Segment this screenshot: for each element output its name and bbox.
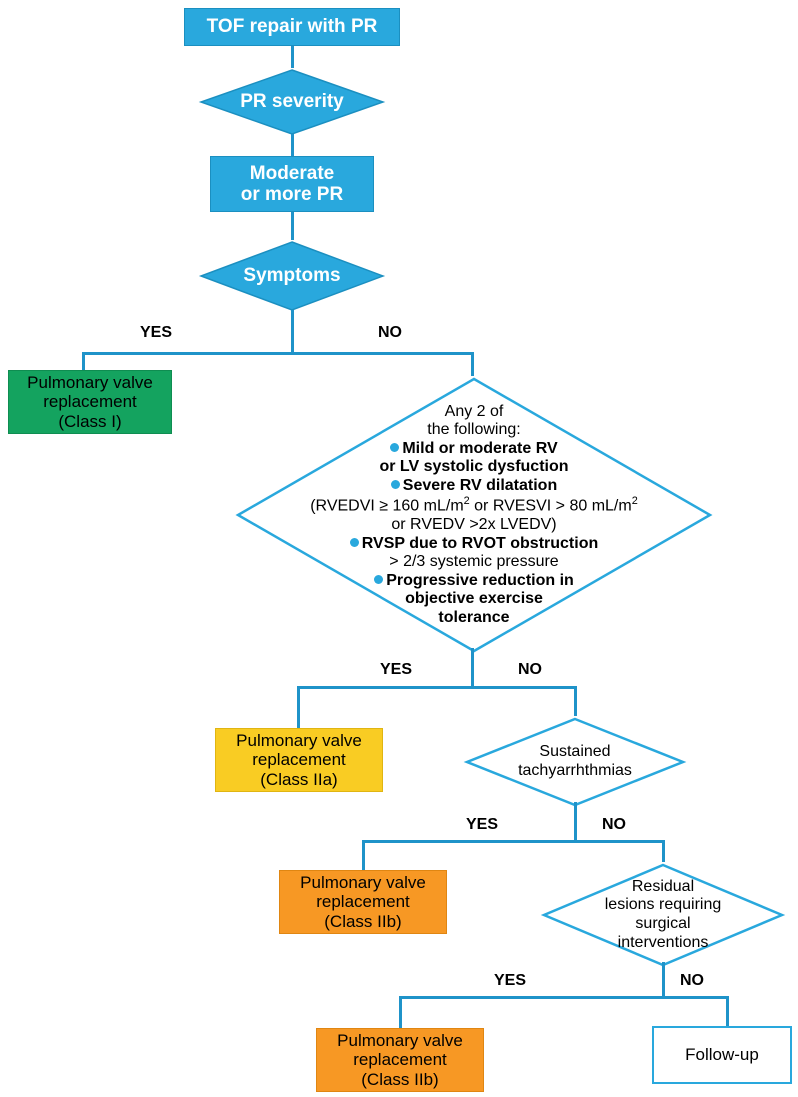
connector-symptoms-no-down (471, 352, 474, 376)
node-criteria-any-2 (235, 376, 713, 654)
branch-label-symptoms-no: NO (378, 324, 402, 341)
node-label-line1: Sustained (539, 743, 611, 761)
connector-residual-stem (662, 962, 665, 998)
node-moderate-or-more-pr (210, 156, 374, 212)
connector-residual-horizontal (399, 996, 729, 999)
node-pr-severity (199, 68, 385, 136)
node-pvr-class-iib-first (279, 870, 447, 934)
criteria-item-1-line2: or LV systolic dysfuction (379, 458, 569, 476)
branch-label-residual-no: NO (680, 972, 704, 989)
connector-pr-severity-to-moderate (291, 134, 294, 156)
node-label: TOF repair with PR (206, 16, 378, 38)
node-pvr-class-i (8, 370, 172, 434)
criteria-item-2-line3: or RVEDV >2x LVEDV) (391, 516, 557, 534)
node-pvr-class-iib-second (316, 1028, 484, 1092)
node-label-line2: or more PR (240, 184, 344, 205)
criteria-item-1-line1: Mild or moderate RV (249, 440, 699, 459)
node-label-line1: Pulmonary valve (236, 731, 362, 751)
branch-label-tachy-no: NO (602, 816, 626, 833)
criteria-item-3-line2: > 2/3 systemic pressure (389, 553, 559, 571)
node-label-line3: (Class I) (58, 411, 122, 431)
connector-tachy-no-down (662, 840, 665, 862)
node-label-line1: Pulmonary valve (27, 373, 153, 393)
node-label-line3: surgical (635, 915, 691, 932)
node-tof-repair-with-pr (184, 8, 400, 46)
connector-criteria-no-down (574, 686, 577, 716)
node-label-line1: Pulmonary valve (300, 873, 426, 893)
connector-criteria-horizontal (297, 686, 577, 689)
connector-moderate-to-symptoms (291, 212, 294, 240)
connector-start-to-pr-severity (291, 46, 294, 68)
connector-criteria-yes-down (297, 686, 300, 728)
node-label-line1: Residual (631, 877, 695, 895)
branch-label-tachy-yes: YES (466, 816, 499, 833)
node-label-line2: replacement (252, 750, 346, 770)
node-label-line2: tachyarrhthmias (518, 762, 632, 779)
node-label-line1: Moderate (249, 162, 335, 184)
criteria-item-4-line3: tolerance (438, 608, 510, 626)
connector-symptoms-stem (291, 310, 294, 354)
connector-criteria-stem (471, 648, 474, 688)
connector-tachy-stem (574, 802, 577, 842)
branch-label-criteria-no: NO (518, 661, 542, 678)
branch-label-criteria-yes: YES (380, 661, 413, 678)
node-sustained-tachyarrhythmias (464, 716, 686, 808)
node-label: Symptoms (243, 265, 341, 287)
node-label-line4: interventions (617, 933, 709, 951)
branch-label-symptoms-yes: YES (140, 324, 173, 341)
connector-residual-no-down (726, 996, 729, 1026)
node-label: PR severity (240, 91, 344, 113)
node-label: Follow-up (685, 1045, 759, 1065)
node-residual-lesions (541, 862, 785, 968)
criteria-heading-line1: Any 2 of (444, 402, 504, 420)
criteria-heading-line2: the following: (427, 421, 521, 439)
connector-tachy-yes-down (362, 840, 365, 870)
connector-symptoms-horizontal (82, 352, 474, 355)
node-label-line1: Pulmonary valve (337, 1031, 463, 1051)
criteria-item-2-line2: (RVEDVI ≥ 160 $mL/m^2$ or RVESVI > 80 $mL/m^2$ (310, 495, 638, 515)
criteria-item-4-line1: Progressive reduction in (249, 572, 699, 591)
connector-tachy-horizontal (362, 840, 665, 843)
criteria-item-3-line1: RVSP due to RVOT obstruction (249, 535, 699, 554)
node-label-line2: replacement (43, 392, 137, 412)
node-label-line3: (Class IIb) (324, 911, 402, 931)
node-label-line3: (Class IIb) (361, 1069, 439, 1089)
node-label-line3: (Class IIa) (260, 769, 338, 789)
node-follow-up (652, 1026, 792, 1084)
criteria-item-4-line2: objective exercise (405, 590, 543, 608)
branch-label-residual-yes: YES (494, 972, 527, 989)
criteria-item-2-line1: Severe RV dilatation (249, 477, 699, 496)
node-label-line2: replacement (353, 1050, 447, 1070)
node-pvr-class-iia (215, 728, 383, 792)
connector-residual-yes-down (399, 996, 402, 1028)
node-label-line2: lesions requiring (604, 896, 722, 914)
node-label-line2: replacement (316, 892, 410, 912)
connector-symptoms-yes-down (82, 352, 85, 370)
node-symptoms (199, 240, 385, 312)
